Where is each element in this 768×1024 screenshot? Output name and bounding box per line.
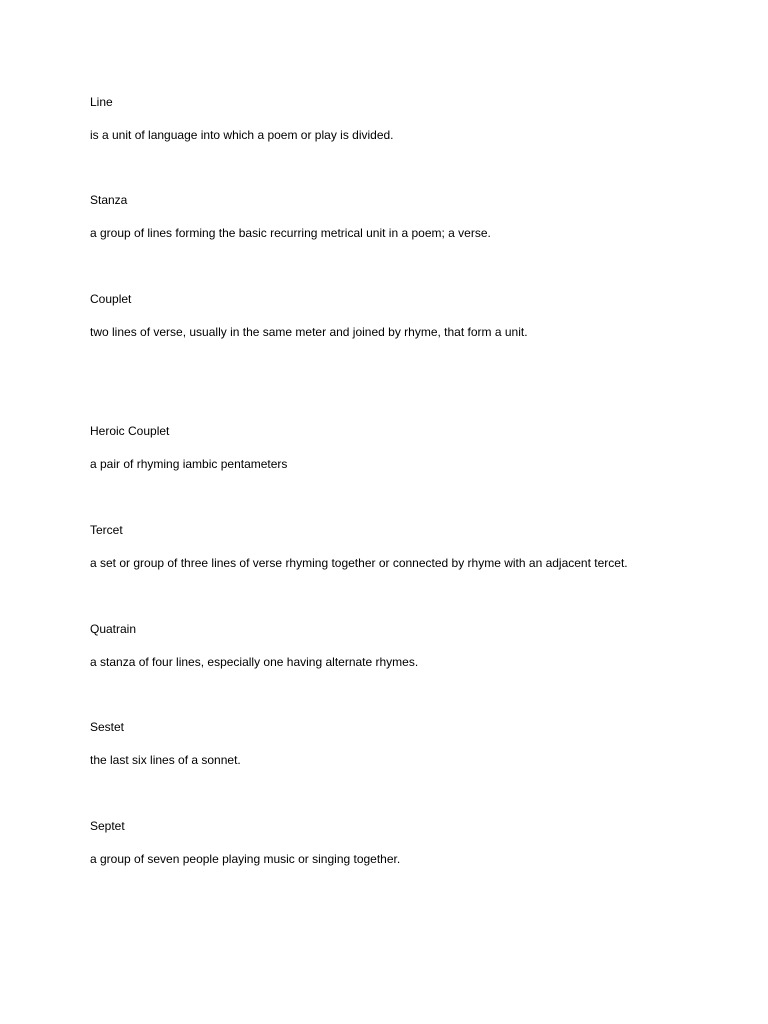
term-heading: Sestet: [90, 720, 125, 734]
term-heading: Heroic Couplet: [90, 424, 170, 438]
glossary-entry-sestet: [90, 719, 730, 768]
term-heading: Tercet: [90, 523, 123, 537]
glossary-entry-couplet: [90, 291, 730, 340]
glossary-entry-septet: [90, 818, 730, 867]
glossary-entry-tercet: [90, 522, 730, 571]
term-definition: a stanza of four lines, especially one having alternate rhymes.: [90, 655, 419, 669]
term-definition: a set or group of three lines of verse rhyming together or connected by rhyme with an adjacent tercet.: [90, 556, 628, 570]
term-heading: Line: [90, 95, 113, 109]
glossary-entry-line: [90, 94, 730, 143]
term-definition: is a unit of language into which a poem or play is divided.: [90, 128, 394, 142]
term-heading: Stanza: [90, 193, 128, 207]
term-heading: Quatrain: [90, 622, 137, 636]
term-definition: a group of lines forming the basic recurring metrical unit in a poem; a verse.: [90, 226, 491, 240]
term-heading: Couplet: [90, 292, 132, 306]
term-definition: two lines of verse, usually in the same meter and joined by rhyme, that form a unit.: [90, 325, 528, 339]
glossary-entry-quatrain: [90, 621, 730, 670]
term-definition: a pair of rhyming iambic pentameters: [90, 457, 288, 471]
term-heading: Septet: [90, 819, 125, 833]
term-definition: the last six lines of a sonnet.: [90, 753, 241, 767]
glossary-entry-stanza: [90, 192, 730, 241]
term-definition: a group of seven people playing music or singing together.: [90, 852, 401, 866]
glossary-entry-heroic-couplet: [90, 423, 730, 472]
